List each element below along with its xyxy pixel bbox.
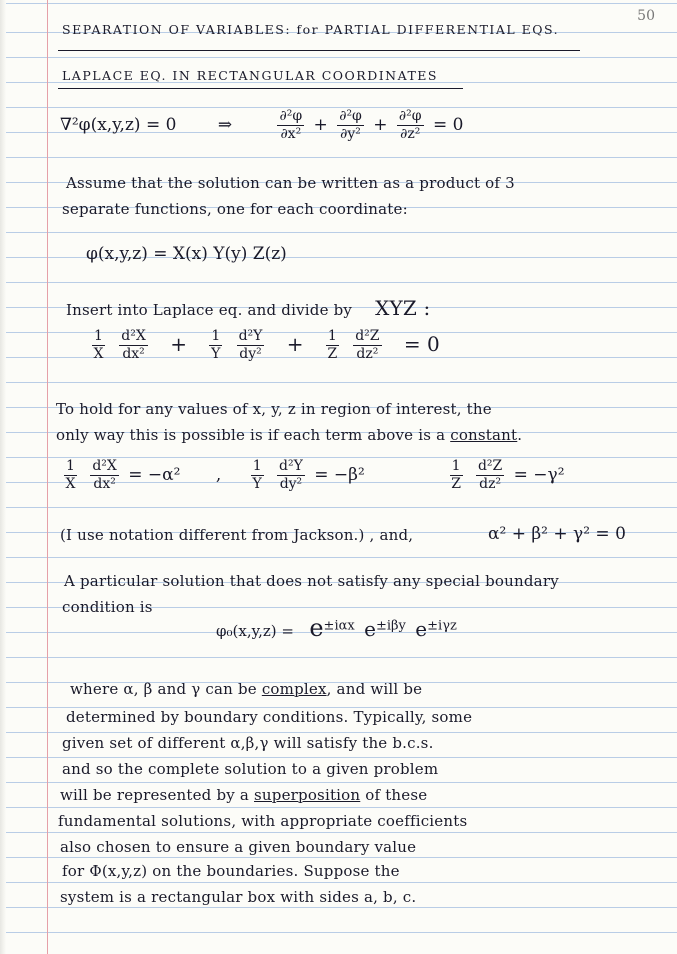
page-number: 50 (637, 8, 655, 24)
implies-arrow: ⇒ (217, 114, 233, 135)
laplace-lhs: ∇²φ(x,y,z) = 0 (60, 114, 177, 135)
xyz-label: XYZ : (375, 296, 431, 320)
page-edge (0, 0, 6, 954)
text-given-set: given set of different α,β,γ will satisfy the b.c.s. (62, 734, 434, 752)
title-underline-1 (58, 50, 580, 51)
text-superposition: will be represented by a superposition of these (60, 786, 428, 804)
laplace-equation: ∇²φ(x,y,z) = 0 ⇒ $\frac{\text{∂²φ}}{\text{∂x²}}$ + $\frac{\text{∂²φ}}{\text{∂y²}}$ + $\frac{\text{∂²φ}}{\text{∂z²}}$ = 0 (60, 108, 464, 142)
separated-equation: $\frac{1}{X}$ $\frac{\text{d²X}}{\text{dx²}}$ + $\frac{1}{Y}$ $\frac{\text{d²Y}}{\text{dy²}}$ + $\frac{1}{Z}$ $\frac{\text{d²Z}}{\text{dz²}}$ = 0 (93, 328, 440, 362)
title-separation: SEPARATION OF VARIABLES: for PARTIAL DIFFERENTIAL EQS. (62, 22, 560, 37)
constants-equation: $\frac{1}{X}$ $\frac{\text{d²X}}{\text{dx²}}$ = −α² , $\frac{1}{Y}$ $\frac{\text{d²Y}}{\text{dy²}}$ = −β² $\frac{1}{Z}$ $\frac{\text{d²Z}}{\text{dz²}}$ = −γ² (65, 458, 565, 492)
constraint-equation: α² + β² + γ² = 0 (488, 524, 626, 544)
text-determined: determined by boundary conditions. Typically, some (66, 708, 473, 726)
text-to-hold: To hold for any values of x, y, z in region of interest, the (56, 400, 492, 418)
laplace-rhs: = 0 (432, 114, 464, 135)
text-boundaries: for Φ(x,y,z) on the boundaries. Suppose the (62, 862, 400, 880)
text-only-way: only way this is possible is if each term above is a constant. (56, 426, 523, 444)
particular-solution: $\varphi_0(x,y,z) = e^{\pm i\alpha x}$ $e^{\pm i\beta y}$ $e^{\pm i\gamma z}$ (216, 614, 457, 642)
title-underline-2 (58, 88, 463, 89)
text-fundamental: fundamental solutions, with appropriate coefficients (58, 812, 468, 830)
text-assume: Assume that the solution can be written as a product of 3 (66, 174, 515, 192)
text-where: where α, β and γ can be complex, and will be (70, 680, 423, 698)
text-notation: (I use notation different from Jackson.) , and, (60, 526, 414, 544)
margin-line (47, 0, 48, 954)
d2phi-dz2: $\frac{\text{∂²φ}}{\text{∂z²}}$ (398, 108, 422, 142)
text-particular: A particular solution that does not satisfy any special boundary (64, 572, 559, 590)
d2phi-dx2: $\frac{\text{∂²φ}}{\text{∂x²}}$ (279, 108, 303, 142)
text-also-chosen: also chosen to ensure a given boundary value (60, 838, 417, 856)
text-separate: separate functions, one for each coordinate: (62, 200, 408, 218)
text-condition: condition is (62, 598, 153, 616)
title-laplace: LAPLACE EQ. IN RECTANGULAR COORDINATES (62, 68, 438, 83)
complex-underlined: complex (261, 680, 327, 698)
product-equation: φ(x,y,z) = X(x) Y(y) Z(z) (86, 244, 287, 264)
text-complete-solution: and so the complete solution to a given problem (62, 760, 439, 778)
text-insert: Insert into Laplace eq. and divide by XYZ : (66, 296, 431, 320)
superposition-underlined: superposition (254, 786, 361, 804)
d2phi-dy2: $\frac{\text{∂²φ}}{\text{∂y²}}$ (339, 108, 362, 142)
constant-underlined: constant (450, 426, 518, 444)
text-system: system is a rectangular box with sides a, b, c. (60, 888, 417, 906)
